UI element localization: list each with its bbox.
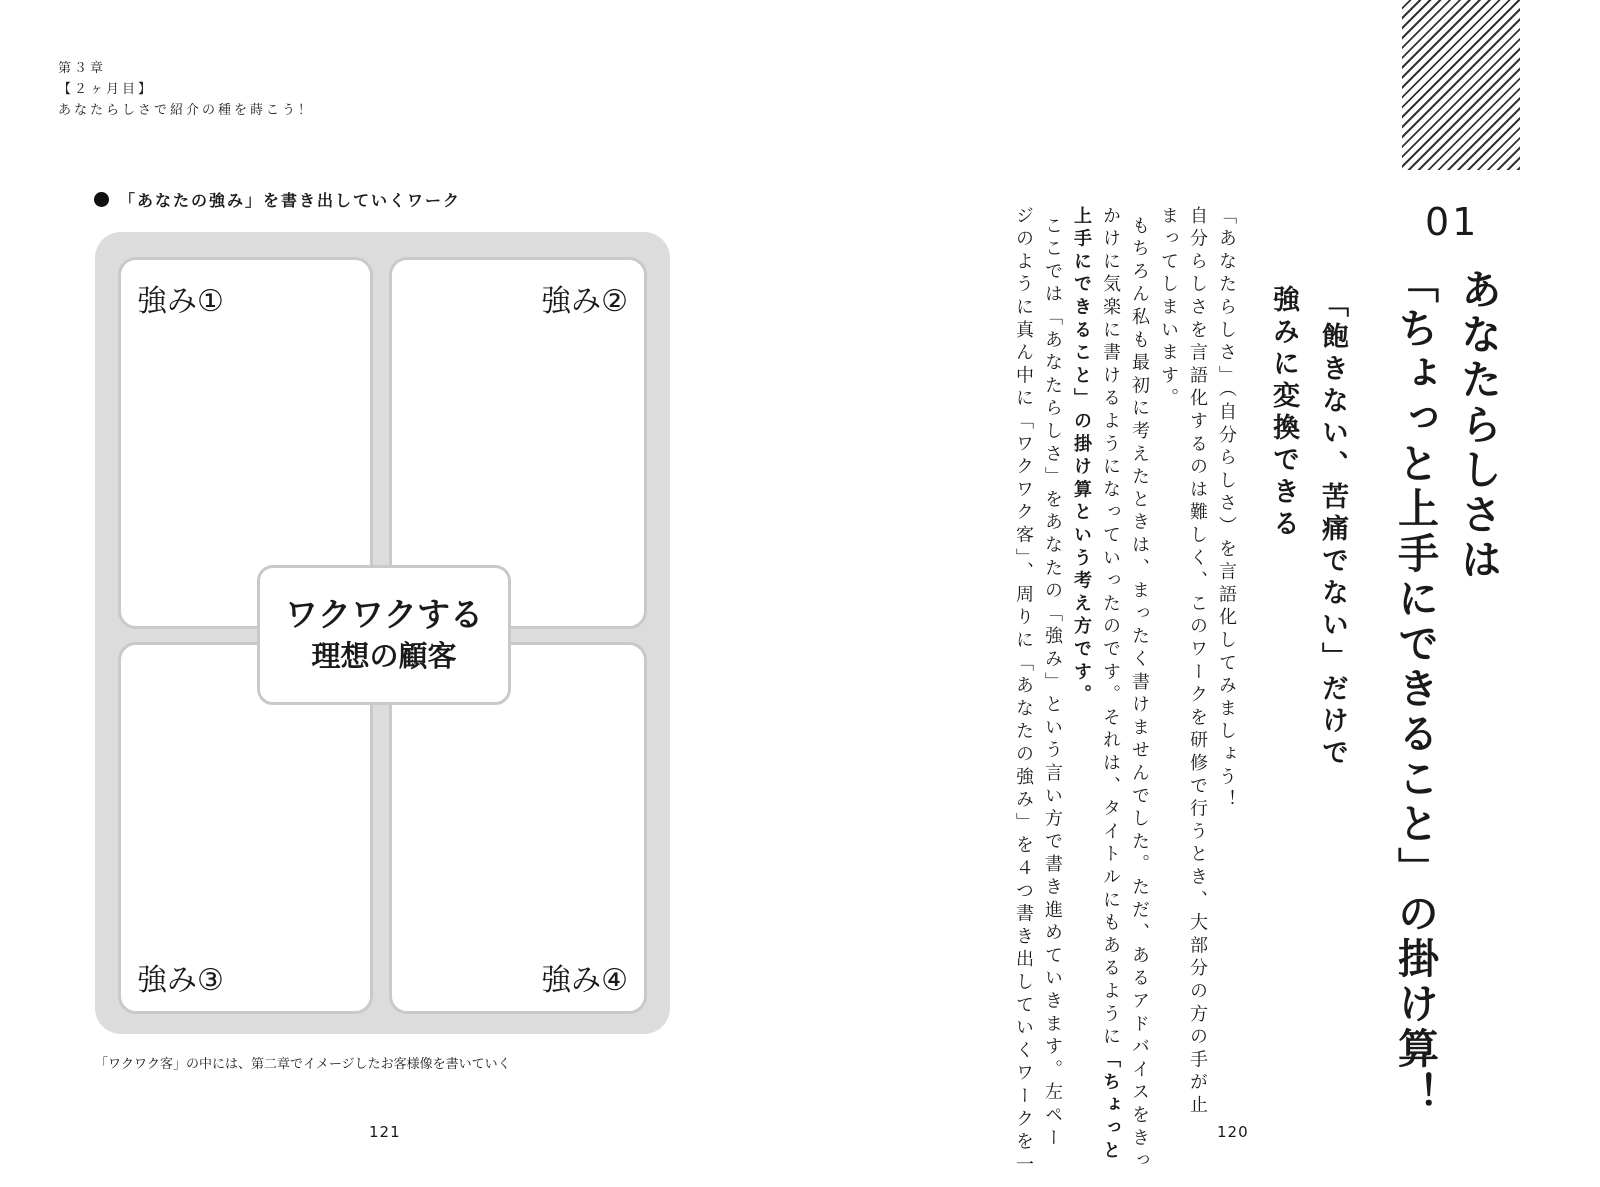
page-number-right: 120 xyxy=(1217,1123,1249,1141)
worksheet-caption: 「ワクワク客」の中には、第二章でイメージしたお客様像を書いていく xyxy=(95,1057,511,1072)
body-line-5 xyxy=(1097,206,1123,1164)
center-line-1: ワクワクする xyxy=(285,595,483,634)
bullet-icon xyxy=(94,192,109,207)
strength-label-3: 強み③ xyxy=(137,963,224,998)
section-number: 01 xyxy=(1425,200,1480,244)
strength-label-4: 強み④ xyxy=(541,963,628,998)
body-line-1: 「あなたらしさ」（自分らしさ）を言語化してみましょう！ xyxy=(1216,206,1237,813)
body-line-8: ジのように真ん中に「ワクワク客」、周りに「あなたの強み」を４つ書き出していくワークを一 xyxy=(1013,206,1034,1178)
subheading-line-2: 強みに変換できる xyxy=(1268,285,1299,541)
center-line-2: 理想の顧客 xyxy=(311,639,457,673)
page-number-left: 121 xyxy=(369,1123,401,1141)
ideal-customer-box xyxy=(257,565,511,705)
heading-line-2: 「ちょっと上手にできること」の掛け算！ xyxy=(1391,262,1439,1117)
chapter-label: 第３章 xyxy=(58,61,107,76)
strength-label-1: 強み① xyxy=(137,284,224,319)
hatch-decoration xyxy=(1402,0,1520,170)
body-line-2: 自分らしさを言語化するのは難しく、このワークを研修で行うとき、大部分の方の手が止 xyxy=(1187,206,1208,1118)
subheading-line-1: 「飽きない、苦痛でない」だけで xyxy=(1317,290,1348,770)
body-line-3: まってしまいます。 xyxy=(1158,206,1179,412)
chapter-header xyxy=(58,58,314,121)
strength-label-2: 強み② xyxy=(541,284,628,319)
body-line-4: もちろん私も最初に考えたときは、まったく書けませんでした。ただ、あるアドバイスをきっ xyxy=(1129,216,1150,1174)
work-title-text: 「あなたの強み」を書き出していくワーク xyxy=(119,191,462,210)
chapter-sub: 【２ヶ月目】 xyxy=(58,82,155,97)
body-line-6 xyxy=(1068,206,1094,708)
strengths-worksheet xyxy=(95,232,670,1034)
body-line-5-text: かけに気楽に書けるようになっていったのです。それは、タイトルにもあるように xyxy=(1100,206,1121,1050)
body-line-7: ここでは「あなたらしさ」をあなたの「強み」という言い方で書き進めていきます。左ペー xyxy=(1042,216,1063,1151)
chapter-title: あなたらしさで紹介の種を蒔こう！ xyxy=(58,103,315,118)
heading-line-1: あなたらしさは xyxy=(1454,268,1502,583)
body-line-6-bold: 上手にできること」の掛け算という考え方です。 xyxy=(1071,206,1092,708)
work-title xyxy=(94,188,461,211)
body-line-5-bold: 「ちょっと xyxy=(1100,1049,1121,1164)
